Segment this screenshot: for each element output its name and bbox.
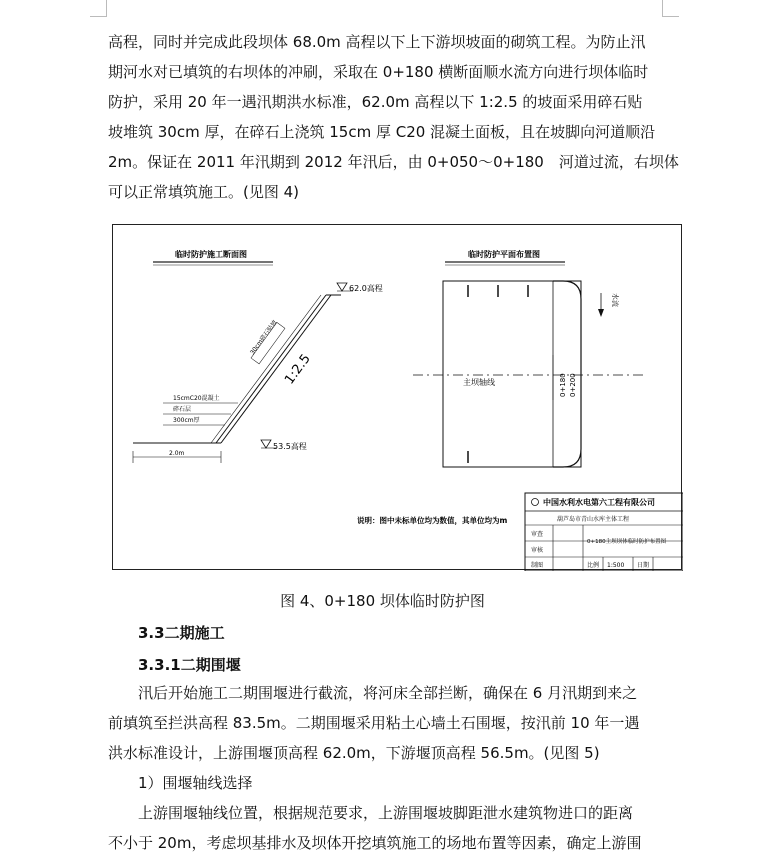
station-2: 0+200 (569, 373, 577, 397)
slope-ratio: 1:2.5 (282, 351, 314, 388)
scale-label: 比例 (587, 562, 600, 569)
crop-mark-top-left (90, 0, 107, 17)
slope-line-inner (216, 295, 326, 443)
text-line: 不小于 20m，考虑坝基排水及坝体开挖填筑施工的场地布置等因素，确定上游围 (108, 834, 642, 852)
elevation-bottom: 53.5高程 (273, 442, 307, 451)
elevation-marker (337, 283, 347, 291)
slope-line-outer (221, 295, 331, 443)
date-label: 日期 (637, 562, 650, 569)
text-line: 上游围堰轴线位置，根据规范要求，上游围堰坡脚距泄水建筑物进口的距离 (138, 804, 634, 822)
left-title: 临时防护施工断面图 (175, 250, 247, 259)
station-1: 0+180 (559, 373, 567, 397)
text-line: 洪水标准设计，上游围堰顶高程 62.0m，下游堰顶高程 56.5m。(见图 5) (108, 744, 600, 762)
row-label-draw: 制图 (531, 562, 544, 569)
layer-label-3: 300cm厚 (173, 417, 200, 424)
text-line: 坡堆筑 30cm 厚，在碎石上浇筑 15cm 厚 C20 混凝土面板，且在坡脚向河道顺沿 (108, 123, 656, 141)
section-heading: 3.3二期施工 (138, 624, 225, 642)
text-line: 可以正常填筑施工。(见图 4) (108, 183, 300, 201)
engineering-drawing (113, 225, 683, 571)
row-label-review: 审查 (531, 531, 544, 538)
row-label-check: 审核 (531, 547, 544, 554)
text-line: 期河水对已填筑的右坝体的冲刷，采取在 0+180 横断面顺水流方向进行坝体临时 (108, 63, 649, 81)
text-line: 高程，同时并完成此段坝体 68.0m 高程以下上下游坝坡面的砌筑工程。为防止汛 (108, 33, 646, 51)
figure-caption: 图 4、0+180 坝体临时防护图 (280, 592, 485, 610)
figure-drawing (112, 224, 682, 570)
scale-value: 1:500 (607, 562, 625, 569)
bottom-paragraph (108, 678, 668, 858)
crop-mark-top-right (662, 0, 679, 17)
elevation-marker (261, 440, 271, 448)
slope-note: 30cm碎石贴坡 (248, 319, 279, 357)
text-line: 防护，采用 20 年一遇汛期洪水标准，62.0m 高程以下 1:2.5 的坡面采用碎石贴 (108, 93, 643, 111)
company-name: 中国水利水电第六工程有限公司 (543, 498, 655, 507)
list-item-heading: 1）围堰轴线选择 (138, 774, 253, 792)
top-paragraph (108, 27, 679, 207)
layer-label-2: 碎石层 (173, 406, 192, 413)
flow-arrow-icon (598, 309, 604, 317)
company-logo-icon (532, 499, 539, 506)
axis-label: 主坝轴线 (463, 378, 495, 387)
right-title: 临时防护平面布置图 (468, 250, 540, 259)
flow-label: 水流 (611, 293, 619, 307)
drawing-title: 0+180主坝坝体临时防护布置图 (587, 539, 667, 545)
elevation-top: 62.0高程 (349, 284, 383, 293)
text-line: 2m。保证在 2011 年汛期到 2012 年汛后，由 0+050～0+180 河道过流，右坝体 (108, 153, 679, 171)
text-line: 前填筑至拦洪高程 83.5m。二期围堰采用粘土心墙土石围堰，按汛前 10 年一遇 (108, 714, 640, 732)
project-name: 葫芦岛市青山水库主体工程 (557, 516, 630, 523)
subsection-heading: 3.3.1二期围堰 (138, 656, 241, 674)
drawing-note: 说明：图中未标单位均为数值，其单位均为m (357, 516, 508, 525)
base-dimension: 2.0m (169, 450, 185, 457)
layer-label-1: 15cmC20混凝土 (173, 395, 220, 402)
text-line: 汛后开始施工二期围堰进行截流，将河床全部拦断，确保在 6 月汛期到来之 (138, 684, 638, 702)
